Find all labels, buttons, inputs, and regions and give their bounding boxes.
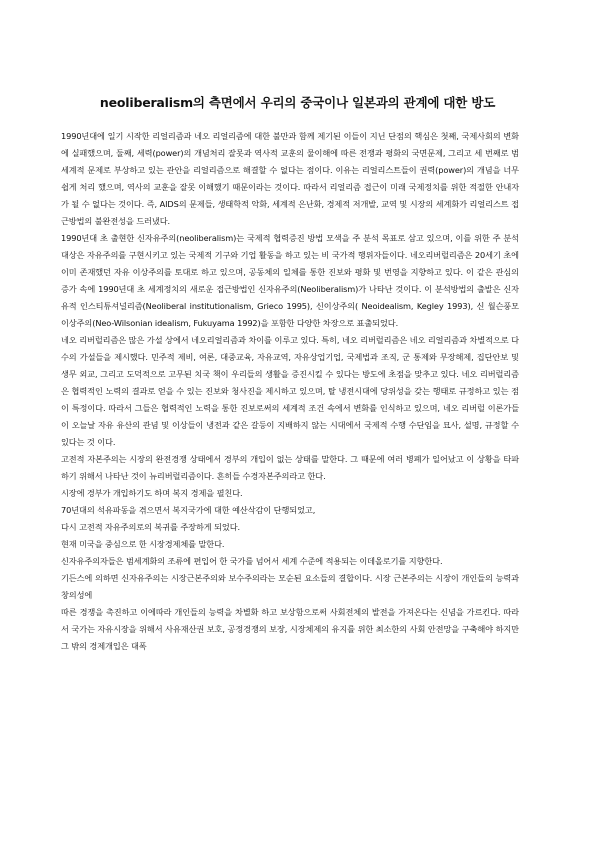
- body-paragraph: 현재 미국을 중심으로 한 시장경제체를 말한다.: [61, 539, 225, 549]
- body-paragraph: 시장에 경부가 개입하기도 하며 복지 경제을 펼친다.: [61, 488, 243, 498]
- body-paragraph: 1990년대 초 출현한 신자유주의(neoliberalism)는 국제적 협력증진 방법 모색을 주 분석 목표로 삼고 있으며, 이를 위한 주 분석대상은 자유주의를 구현시키고 있는 국제적 기구와 기업 활동을 하고 있는 비 국가적 행위자들이다. 네오리버럴리즘은 20세기 초에 이미 존재했던 자유 이상주의를 토대로 하고 있으며, 공동체의 일체를 통한 진보와 평화 및 번영을 지향하고 있다. 이 같은 관심의 증가 속에 1990년대 초 세계정치의 새로운 접근방법인 신자유주의(Neoliberalism)가 나타난 것이다. 이 분석방법의 출발은 신자유적 인스티튜셔널리즘(Neoliberal institutionalism, Grieco 1995), 신이상주의( Neoidealism, Kegley 1993), 신 월슨풍모 이상주의(Neo-Wilsonian idealism, Fukuyama 1992)을 포함한 다양한 차장으로 표출되었다.: [61, 233, 519, 328]
- body-paragraph: 70년대의 석유파동을 겪으면서 복지국가에 대한 예산삭감이 단행되었고,: [61, 505, 316, 515]
- body-paragraph: 1990년대에 일기 시작한 리얼리즘과 네오 리얼리즘에 대한 불만과 함께 제기된 이들이 지닌 단점의 핵심은 첫째, 국제사회의 변화에 실패했으며, 둘째, 세력(power)의 개념처리 잘못과 역사적 교훈의 물이해에 따른 전쟁과 평화의 국면문제, 그리고 세 번째로 범세계적 문제로 부상하고 있는 관안을 리얼리즘으로 해결할 수 없다는 점이다. 이유는 리얼리스트들이 권력(power)의 개념을 너무 쉽게 처리 했으며, 역사의 교훈을 잘못 이해했기 때문이라는 것이다. 따라서 리얼리즘 접근이 미래 국제정치를 위한 적절한 안내자가 될 수 없다는 것이다. 즉, AIDS의 문제들, 생태학적 악화, 세계적 은난화, 경제적 저개발, 교역 및 시장의 세계화가 리얼리스트 접근방법의 불완전성을 드러냈다.: [61, 131, 519, 226]
- body-paragraph: 다시 고전적 자유주의로의 복귀를 주장하게 되었다.: [61, 522, 241, 532]
- body-paragraph: 신자유주의자들은 범세계화의 조류에 편입어 한 국가를 넘어서 세계 수준에 적용되는 이데올로기를 지향한다.: [61, 556, 443, 566]
- body-paragraph: 따른 경쟁을 촉진하고 이에따라 개인들의 능력을 차별화 하고 보상함으로써 사회전체의 발전을 가져온다는 신념을 가르킨다. 따라서 국가는 자유시장을 위해서 사유재산권 보호, 공정경쟁의 보장, 시장체제의 유지를 위한 최소한의 사회 안전망을 구축해야 하지만 그 밖의 경제개입은 대폭: [61, 607, 519, 651]
- document-title: neoliberalism의 측면에서 우리의 중국이나 일본과의 관계에 대한 방도: [99, 95, 496, 110]
- body-paragraph: 기든스에 의하면 신자유주의는 시장근본주의와 보수주의라는 모순된 요소들의 결합이다. 시장 근본주의는 시장이 개인들의 능력과 창의성에: [61, 573, 519, 600]
- body-paragraph: 네오 리버럴리즘은 많은 가설 상에서 네오리얼리즘과 차이를 이루고 있다. 특히, 네오 리버럴리즘은 네오 리얼리즘과 차별적으로 다수의 가설들을 제시했다. 민주적 제비, 여론, 대중교육, 자유교역, 자유상업기업, 국제법과 조직, 군 통제와 무장해제, 집단안보 및 생무 외교, 그리고 도덕적으로 고무된 치국 책이 우리들의 생활을 증진시킬 수 있다는 방도에 초점을 맞추고 있다. 네오 리버럴리즘은 협력적인 노력의 결과로 얻을 수 있는 진보와 청사진을 제시하고 있으며, 탈 냉전시대에 당위성을 갖는 행태로 규정하고 있는 점이 특정이다. 따라서 그들은 협력적인 노력을 통한 진보로써의 세계적 조건 속에서 변화를 인식하고 있으며, 네오 리버럴 이론가들이 오늘날 자유 유산의 관념 및 이상들이 냉전과 같은 갈등이 지배하지 않는 시대에서 국제적 수행 수단임을 묘사, 설명, 규정할 수 있다는 것 이다.: [61, 335, 519, 447]
- document-body: [61, 128, 519, 655]
- body-paragraph: 고전적 자본주의는 시장의 완전경쟁 상태에서 경부의 개입이 없는 상태를 말한다. 그 때문에 여러 병폐가 일어났고 이 상황을 타파하기 위해서 나타난 것이 뉴리버럴리즘이다. 흔히들 수경자본주의라고 한다.: [61, 454, 519, 481]
